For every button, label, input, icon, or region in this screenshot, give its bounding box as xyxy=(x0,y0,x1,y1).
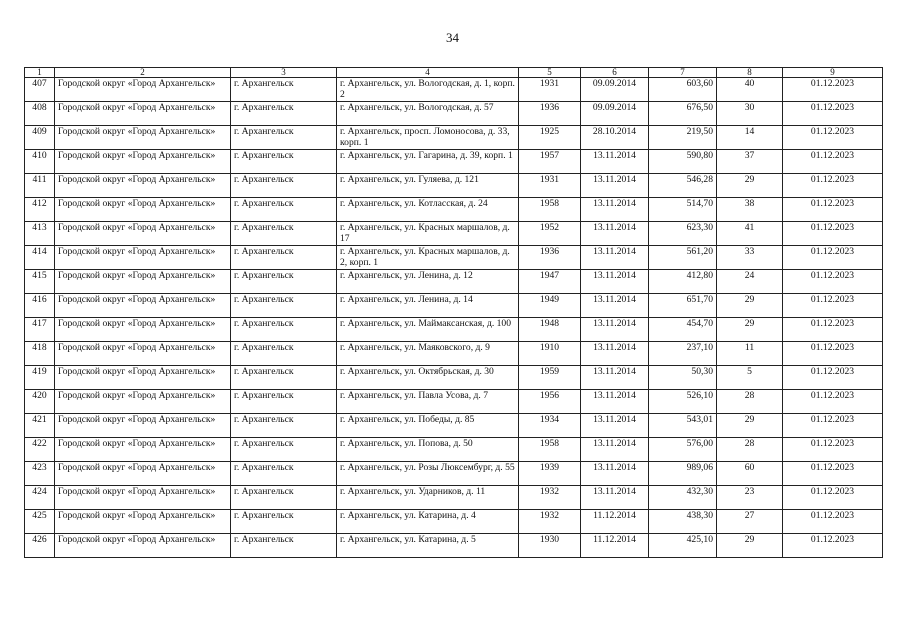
date-cell: 13.11.2014 xyxy=(581,462,649,486)
address-cell: г. Архангельск, ул. Вологодская, д. 1, корп. 2 xyxy=(337,78,519,102)
table-row xyxy=(25,222,883,246)
table-row xyxy=(25,126,883,150)
table-row xyxy=(25,342,883,366)
year-cell: 1959 xyxy=(519,366,581,390)
table-row xyxy=(25,198,883,222)
row-number: 412 xyxy=(25,198,55,222)
area-cell: 219,50 xyxy=(649,126,717,150)
count-cell: 60 xyxy=(717,462,783,486)
district-cell: Городской округ «Город Архангельск» xyxy=(55,270,231,294)
district-cell: Городской округ «Город Архангельск» xyxy=(55,126,231,150)
table-row xyxy=(25,102,883,126)
date-cell: 13.11.2014 xyxy=(581,294,649,318)
date-cell: 11.12.2014 xyxy=(581,534,649,558)
table-row xyxy=(25,390,883,414)
row-number: 426 xyxy=(25,534,55,558)
city-cell: г. Архангельск xyxy=(231,198,337,222)
due-date-cell: 01.12.2023 xyxy=(783,198,883,222)
due-date-cell: 01.12.2023 xyxy=(783,270,883,294)
due-date-cell: 01.12.2023 xyxy=(783,174,883,198)
date-cell: 13.11.2014 xyxy=(581,318,649,342)
row-number: 420 xyxy=(25,390,55,414)
date-cell: 28.10.2014 xyxy=(581,126,649,150)
district-cell: Городской округ «Город Архангельск» xyxy=(55,342,231,366)
count-cell: 37 xyxy=(717,150,783,174)
area-cell: 412,80 xyxy=(649,270,717,294)
area-cell: 623,30 xyxy=(649,222,717,246)
row-number: 407 xyxy=(25,78,55,102)
count-cell: 29 xyxy=(717,294,783,318)
row-number: 419 xyxy=(25,366,55,390)
row-number: 416 xyxy=(25,294,55,318)
due-date-cell: 01.12.2023 xyxy=(783,414,883,438)
count-cell: 40 xyxy=(717,78,783,102)
column-header: 7 xyxy=(649,68,717,78)
year-cell: 1958 xyxy=(519,198,581,222)
table-row xyxy=(25,534,883,558)
column-header: 9 xyxy=(783,68,883,78)
due-date-cell: 01.12.2023 xyxy=(783,366,883,390)
area-cell: 432,30 xyxy=(649,486,717,510)
area-cell: 590,80 xyxy=(649,150,717,174)
due-date-cell: 01.12.2023 xyxy=(783,318,883,342)
city-cell: г. Архангельск xyxy=(231,534,337,558)
due-date-cell: 01.12.2023 xyxy=(783,294,883,318)
row-number: 410 xyxy=(25,150,55,174)
year-cell: 1931 xyxy=(519,174,581,198)
date-cell: 13.11.2014 xyxy=(581,414,649,438)
row-number: 411 xyxy=(25,174,55,198)
district-cell: Городской округ «Город Архангельск» xyxy=(55,438,231,462)
district-cell: Городской округ «Город Архангельск» xyxy=(55,510,231,534)
address-cell: г. Архангельск, ул. Вологодская, д. 57 xyxy=(337,102,519,126)
area-cell: 676,50 xyxy=(649,102,717,126)
city-cell: г. Архангельск xyxy=(231,390,337,414)
row-number: 424 xyxy=(25,486,55,510)
count-cell: 41 xyxy=(717,222,783,246)
column-header: 1 xyxy=(25,68,55,78)
address-cell: г. Архангельск, ул. Попова, д. 50 xyxy=(337,438,519,462)
count-cell: 23 xyxy=(717,486,783,510)
district-cell: Городской округ «Город Архангельск» xyxy=(55,486,231,510)
address-cell: г. Архангельск, ул. Октябрьская, д. 30 xyxy=(337,366,519,390)
year-cell: 1930 xyxy=(519,534,581,558)
row-number: 421 xyxy=(25,414,55,438)
count-cell: 27 xyxy=(717,510,783,534)
column-index-row xyxy=(25,68,883,78)
count-cell: 11 xyxy=(717,342,783,366)
date-cell: 13.11.2014 xyxy=(581,390,649,414)
area-cell: 603,60 xyxy=(649,78,717,102)
table-row xyxy=(25,366,883,390)
row-number: 413 xyxy=(25,222,55,246)
district-cell: Городской округ «Город Архангельск» xyxy=(55,318,231,342)
due-date-cell: 01.12.2023 xyxy=(783,510,883,534)
year-cell: 1925 xyxy=(519,126,581,150)
year-cell: 1932 xyxy=(519,486,581,510)
address-cell: г. Архангельск, ул. Ленина, д. 12 xyxy=(337,270,519,294)
count-cell: 28 xyxy=(717,390,783,414)
table-body xyxy=(25,78,883,558)
row-number: 423 xyxy=(25,462,55,486)
district-cell: Городской округ «Город Архангельск» xyxy=(55,78,231,102)
district-cell: Городской округ «Город Архангельск» xyxy=(55,174,231,198)
table-row xyxy=(25,318,883,342)
city-cell: г. Архангельск xyxy=(231,222,337,246)
year-cell: 1947 xyxy=(519,270,581,294)
city-cell: г. Архангельск xyxy=(231,366,337,390)
address-cell: г. Архангельск, ул. Ленина, д. 14 xyxy=(337,294,519,318)
row-number: 414 xyxy=(25,246,55,270)
date-cell: 13.11.2014 xyxy=(581,438,649,462)
column-header: 6 xyxy=(581,68,649,78)
table-row xyxy=(25,78,883,102)
address-cell: г. Архангельск, ул. Красных маршалов, д. 2, корп. 1 xyxy=(337,246,519,270)
district-cell: Городской округ «Город Архангельск» xyxy=(55,366,231,390)
table-row xyxy=(25,270,883,294)
address-cell: г. Архангельск, ул. Ударников, д. 11 xyxy=(337,486,519,510)
year-cell: 1952 xyxy=(519,222,581,246)
address-cell: г. Архангельск, ул. Катарина, д. 5 xyxy=(337,534,519,558)
row-number: 409 xyxy=(25,126,55,150)
district-cell: Городской округ «Город Архангельск» xyxy=(55,390,231,414)
area-cell: 50,30 xyxy=(649,366,717,390)
count-cell: 29 xyxy=(717,174,783,198)
date-cell: 13.11.2014 xyxy=(581,270,649,294)
city-cell: г. Архангельск xyxy=(231,510,337,534)
address-cell: г. Архангельск, просп. Ломоносова, д. 33, корп. 1 xyxy=(337,126,519,150)
city-cell: г. Архангельск xyxy=(231,294,337,318)
count-cell: 38 xyxy=(717,198,783,222)
count-cell: 29 xyxy=(717,318,783,342)
table-row xyxy=(25,174,883,198)
year-cell: 1936 xyxy=(519,102,581,126)
area-cell: 576,00 xyxy=(649,438,717,462)
city-cell: г. Архангельск xyxy=(231,102,337,126)
city-cell: г. Архангельск xyxy=(231,462,337,486)
date-cell: 11.12.2014 xyxy=(581,510,649,534)
district-cell: Городской округ «Город Архангельск» xyxy=(55,246,231,270)
district-cell: Городской округ «Город Архангельск» xyxy=(55,534,231,558)
table-row xyxy=(25,246,883,270)
city-cell: г. Архангельск xyxy=(231,246,337,270)
due-date-cell: 01.12.2023 xyxy=(783,534,883,558)
area-cell: 561,20 xyxy=(649,246,717,270)
table-row xyxy=(25,438,883,462)
city-cell: г. Архангельск xyxy=(231,486,337,510)
count-cell: 29 xyxy=(717,534,783,558)
page-number: 34 xyxy=(446,30,459,45)
due-date-cell: 01.12.2023 xyxy=(783,78,883,102)
date-cell: 13.11.2014 xyxy=(581,150,649,174)
area-cell: 425,10 xyxy=(649,534,717,558)
count-cell: 30 xyxy=(717,102,783,126)
area-cell: 989,06 xyxy=(649,462,717,486)
city-cell: г. Архангельск xyxy=(231,174,337,198)
area-cell: 543,01 xyxy=(649,414,717,438)
area-cell: 514,70 xyxy=(649,198,717,222)
year-cell: 1936 xyxy=(519,246,581,270)
due-date-cell: 01.12.2023 xyxy=(783,438,883,462)
date-cell: 13.11.2014 xyxy=(581,342,649,366)
row-number: 415 xyxy=(25,270,55,294)
city-cell: г. Архангельск xyxy=(231,318,337,342)
area-cell: 438,30 xyxy=(649,510,717,534)
area-cell: 651,70 xyxy=(649,294,717,318)
column-header: 3 xyxy=(231,68,337,78)
due-date-cell: 01.12.2023 xyxy=(783,102,883,126)
address-cell: г. Архангельск, ул. Победы, д. 85 xyxy=(337,414,519,438)
column-header: 5 xyxy=(519,68,581,78)
due-date-cell: 01.12.2023 xyxy=(783,390,883,414)
count-cell: 28 xyxy=(717,438,783,462)
date-cell: 13.11.2014 xyxy=(581,222,649,246)
city-cell: г. Архангельск xyxy=(231,414,337,438)
column-header: 8 xyxy=(717,68,783,78)
count-cell: 5 xyxy=(717,366,783,390)
column-header: 2 xyxy=(55,68,231,78)
date-cell: 13.11.2014 xyxy=(581,174,649,198)
row-number: 422 xyxy=(25,438,55,462)
count-cell: 29 xyxy=(717,414,783,438)
year-cell: 1910 xyxy=(519,342,581,366)
year-cell: 1956 xyxy=(519,390,581,414)
city-cell: г. Архангельск xyxy=(231,438,337,462)
district-cell: Городской округ «Город Архангельск» xyxy=(55,414,231,438)
row-number: 425 xyxy=(25,510,55,534)
due-date-cell: 01.12.2023 xyxy=(783,222,883,246)
table-row xyxy=(25,150,883,174)
date-cell: 09.09.2014 xyxy=(581,102,649,126)
housing-table xyxy=(24,67,883,558)
year-cell: 1939 xyxy=(519,462,581,486)
address-cell: г. Архангельск, ул. Павла Усова, д. 7 xyxy=(337,390,519,414)
row-number: 418 xyxy=(25,342,55,366)
table-row xyxy=(25,462,883,486)
year-cell: 1932 xyxy=(519,510,581,534)
district-cell: Городской округ «Город Архангельск» xyxy=(55,222,231,246)
year-cell: 1958 xyxy=(519,438,581,462)
row-number: 417 xyxy=(25,318,55,342)
district-cell: Городской округ «Город Архангельск» xyxy=(55,198,231,222)
count-cell: 24 xyxy=(717,270,783,294)
year-cell: 1957 xyxy=(519,150,581,174)
date-cell: 13.11.2014 xyxy=(581,486,649,510)
due-date-cell: 01.12.2023 xyxy=(783,246,883,270)
address-cell: г. Архангельск, ул. Котласская, д. 24 xyxy=(337,198,519,222)
district-cell: Городской округ «Город Архангельск» xyxy=(55,462,231,486)
table-row xyxy=(25,510,883,534)
year-cell: 1934 xyxy=(519,414,581,438)
city-cell: г. Архангельск xyxy=(231,126,337,150)
row-number: 408 xyxy=(25,102,55,126)
area-cell: 526,10 xyxy=(649,390,717,414)
city-cell: г. Архангельск xyxy=(231,78,337,102)
address-cell: г. Архангельск, ул. Гуляева, д. 121 xyxy=(337,174,519,198)
city-cell: г. Архангельск xyxy=(231,342,337,366)
date-cell: 09.09.2014 xyxy=(581,78,649,102)
count-cell: 14 xyxy=(717,126,783,150)
date-cell: 13.11.2014 xyxy=(581,198,649,222)
date-cell: 13.11.2014 xyxy=(581,246,649,270)
city-cell: г. Архангельск xyxy=(231,150,337,174)
address-cell: г. Архангельск, ул. Красных маршалов, д. 17 xyxy=(337,222,519,246)
district-cell: Городской округ «Город Архангельск» xyxy=(55,294,231,318)
table-row xyxy=(25,486,883,510)
due-date-cell: 01.12.2023 xyxy=(783,150,883,174)
count-cell: 33 xyxy=(717,246,783,270)
city-cell: г. Архангельск xyxy=(231,270,337,294)
address-cell: г. Архангельск, ул. Розы Люксембург, д. 55 xyxy=(337,462,519,486)
address-cell: г. Архангельск, ул. Маяковского, д. 9 xyxy=(337,342,519,366)
year-cell: 1948 xyxy=(519,318,581,342)
year-cell: 1931 xyxy=(519,78,581,102)
district-cell: Городской округ «Город Архангельск» xyxy=(55,150,231,174)
address-cell: г. Архангельск, ул. Катарина, д. 4 xyxy=(337,510,519,534)
area-cell: 546,28 xyxy=(649,174,717,198)
due-date-cell: 01.12.2023 xyxy=(783,342,883,366)
date-cell: 13.11.2014 xyxy=(581,366,649,390)
column-header: 4 xyxy=(337,68,519,78)
table-row xyxy=(25,414,883,438)
area-cell: 237,10 xyxy=(649,342,717,366)
due-date-cell: 01.12.2023 xyxy=(783,486,883,510)
address-cell: г. Архангельск, ул. Гагарина, д. 39, корп. 1 xyxy=(337,150,519,174)
year-cell: 1949 xyxy=(519,294,581,318)
due-date-cell: 01.12.2023 xyxy=(783,126,883,150)
area-cell: 454,70 xyxy=(649,318,717,342)
table-row xyxy=(25,294,883,318)
due-date-cell: 01.12.2023 xyxy=(783,462,883,486)
address-cell: г. Архангельск, ул. Маймаксанская, д. 100 xyxy=(337,318,519,342)
district-cell: Городской округ «Город Архангельск» xyxy=(55,102,231,126)
